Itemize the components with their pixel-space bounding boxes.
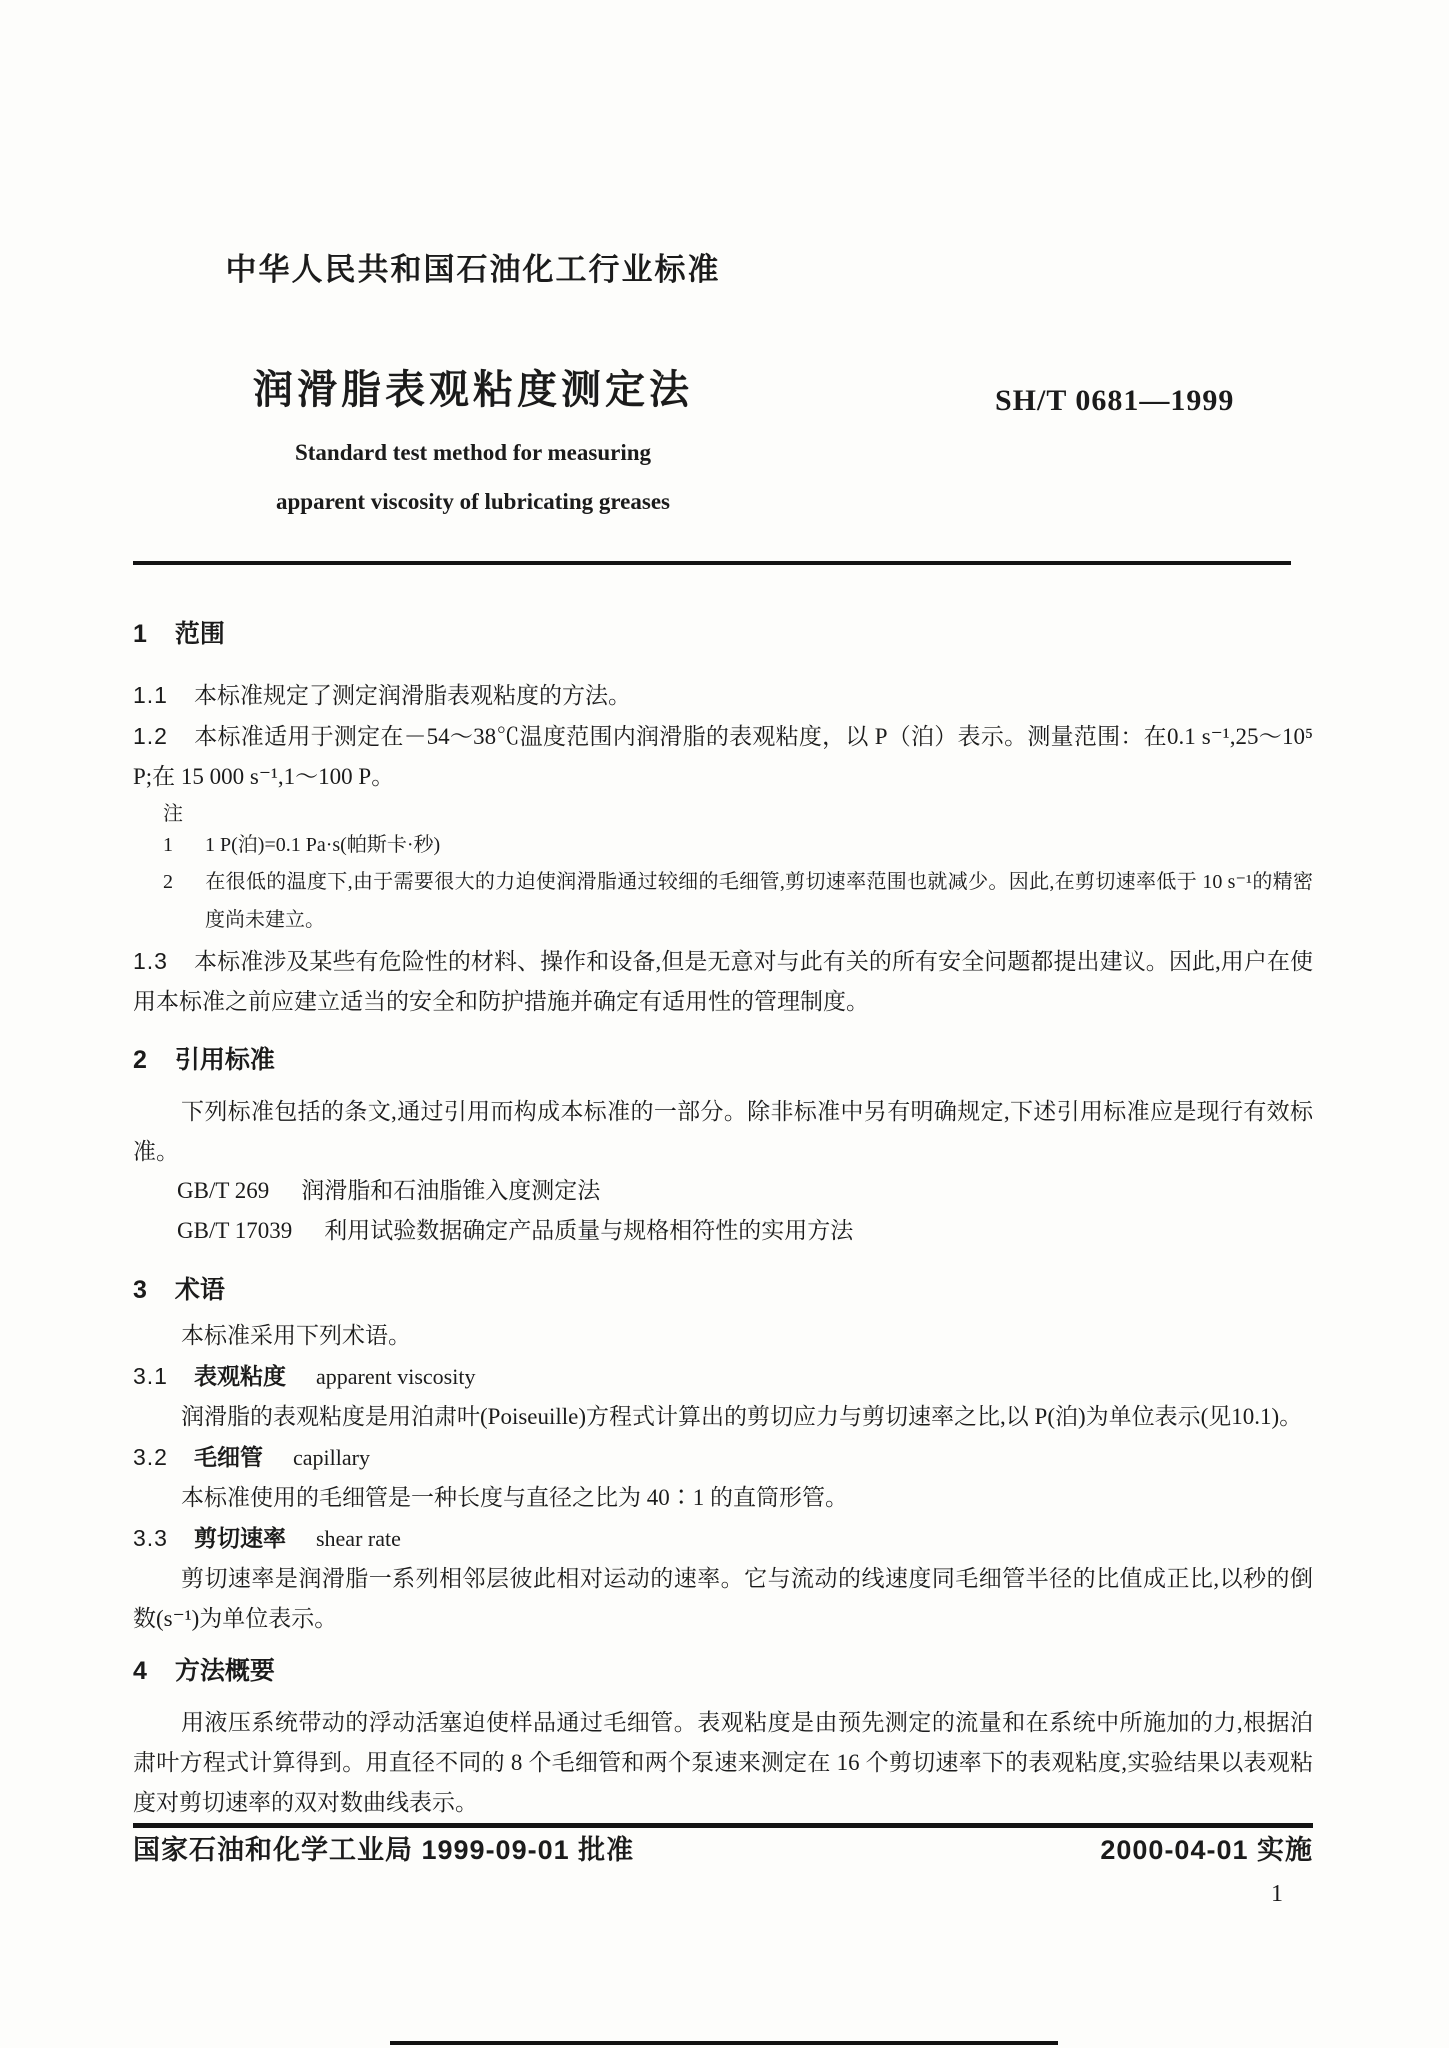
section-heading-summary [133,1655,1313,1687]
clause-text: 本标准涉及某些有危险性的材料、操作和设备,但是无意对与此有关的所有安全问题都提出建议。因此,用户在使用本标准之前应建立适当的安全和防护措施并确定有适用性的管理制度。 [133,949,1313,1014]
summary-body: 用液压系统带动的浮动活塞迫使样品通过毛细管。表观粘度是由预先测定的流量和在系统中所施加的力,根据泊肃叶方程式计算得到。用直径不同的 8 个毛细管和两个泵速来测定在 16 个剪切速率下的表观粘度,实验结果以表观粘度对剪切速率的双对数曲线表示。 [133,1710,1313,1815]
title-column [133,246,813,518]
standard-number: SH/T 0681—1999 [995,384,1235,417]
section-title: 术语 [174,1276,225,1304]
note-item-1 [133,827,1313,863]
document-title-en-line2: apparent viscosity of lubricating greases [276,489,670,514]
clause-number: 1.3 [133,948,168,974]
term-3-2 [133,1437,1313,1478]
clause-number: 1.1 [133,682,168,708]
section-number: 1 [133,620,147,648]
term-3-2-body: 本标准使用的毛细管是一种长度与直径之比为 40∶1 的直筒形管。 [181,1485,848,1510]
document-footer [133,1833,1313,1867]
document-title-en-line1: Standard test method for measuring [294,440,652,465]
term-name-cn: 剪切速率 [193,1525,286,1551]
reference-title: 利用试验数据确定产品质量与规格相符性的实用方法 [324,1218,854,1243]
term-3-1-body: 润滑脂的表观粘度是用泊肃叶(Poiseuille)方程式计算出的剪切应力与剪切速率之比,以 P(泊)为单位表示(见10.1)。 [181,1404,1303,1429]
section-title: 引用标准 [174,1046,275,1074]
term-name-en: apparent viscosity [315,1364,476,1389]
term-name-cn: 毛细管 [193,1444,263,1470]
note-number: 2 [163,871,173,893]
clause-text: 本标准适用于测定在－54～38℃温度范围内润滑脂的表观粘度，以 P（泊）表示。测量范围：在0.1 s⁻¹,25～10⁵ P;在 15 000 s⁻¹,1～100 P。 [133,724,1313,789]
clause-1-3 [133,941,1313,1022]
section-number: 3 [133,1276,147,1304]
header-rule [133,561,1291,565]
reference-code: GB/T 269 [177,1178,270,1203]
reference-title: 润滑脂和石油脂锥入度测定法 [301,1178,601,1203]
note-item-2 [133,863,1313,939]
term-3-1 [133,1356,1313,1397]
reference-code: GB/T 17039 [177,1218,293,1243]
section-heading-scope [133,618,1313,650]
term-name-en: shear rate [315,1526,401,1551]
document-header [133,246,1313,518]
references-intro: 下列标准包括的条文,通过引用而构成本标准的一部分。除非标准中另有明确规定,下述引用标准应是现行有效标准。 [133,1099,1313,1164]
note-text: 在很低的温度下,由于需要很大的力迫使润滑脂通过较细的毛细管,剪切速率范围也就减少。因此,在剪切速率低于 10 s⁻¹的精密度尚未建立。 [205,871,1313,931]
clause-text: 本标准规定了测定润滑脂表观粘度的方法。 [193,683,631,708]
terms-intro: 本标准采用下列术语。 [181,1323,411,1348]
term-3-3 [133,1518,1313,1559]
document-title-cn: 润滑脂表观粘度测定法 [253,368,693,412]
approval-text: 国家石油和化学工业局 1999-09-01 批准 [133,1835,635,1865]
scan-artifact-line [390,2041,1058,2045]
section-title: 方法概要 [174,1657,275,1685]
section-number: 4 [133,1657,147,1685]
page-number: 1 [1271,1881,1283,1907]
clause-number: 3.2 [133,1444,168,1470]
term-3-3-body: 剪切速率是润滑脂一系列相邻层彼此相对运动的速率。它与流动的线速度同毛细管半径的比值成正比,以秒的倒数(s⁻¹)为单位表示。 [133,1566,1313,1631]
term-name-en: capillary [292,1445,370,1470]
section-title: 范围 [174,620,225,648]
section-heading-terms [133,1274,1313,1306]
clause-1-1 [133,675,1313,716]
note-text: 1 P(泊)=0.1 Pa·s(帕斯卡·秒) [205,834,441,856]
implementation-text: 2000-04-01 实施 [1100,1835,1313,1865]
section-number: 2 [133,1046,147,1074]
section-heading-references [133,1044,1313,1076]
clause-number: 3.3 [133,1525,168,1551]
note-number: 1 [163,834,173,856]
clause-number: 1.2 [133,723,168,749]
standard-org-title: 中华人民共和国石油化工行业标准 [225,252,721,287]
clause-number: 3.1 [133,1363,168,1389]
reference-item [177,1172,1313,1210]
clause-1-2 [133,716,1313,797]
term-name-cn: 表观粘度 [193,1363,286,1389]
reference-item [177,1212,1313,1250]
note-label: 注 [163,803,183,825]
footer-rule [133,1823,1313,1828]
